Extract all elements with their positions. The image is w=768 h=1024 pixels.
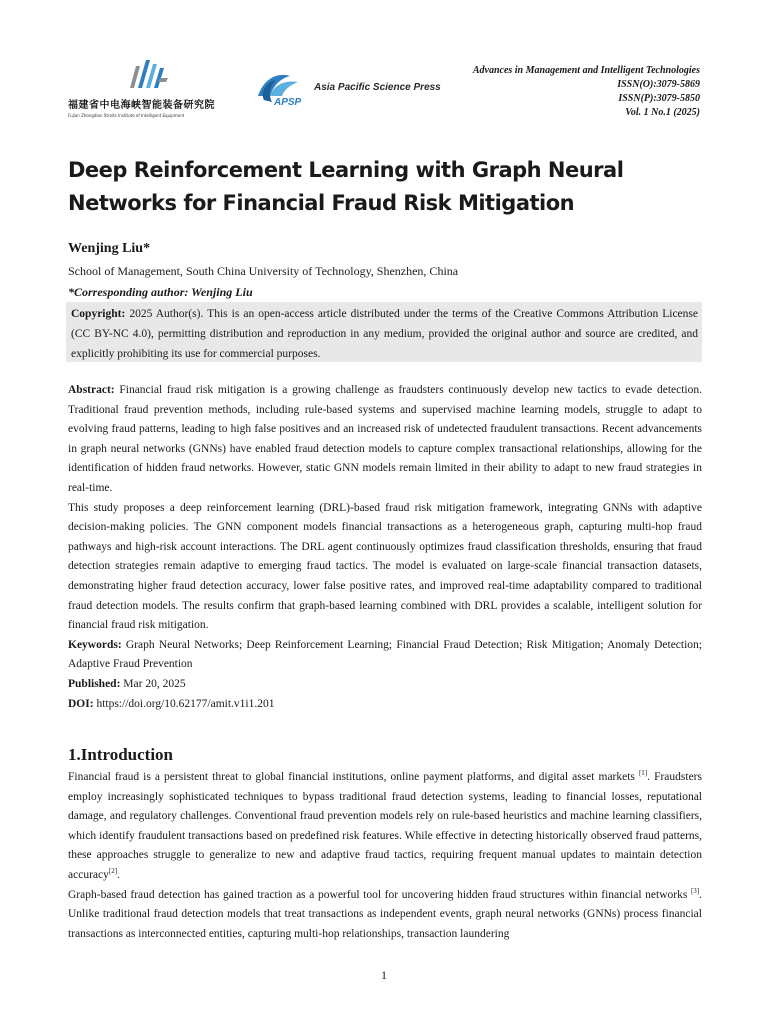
institute-emblem-icon xyxy=(126,58,170,92)
author-affiliation: School of Management, South China University of Technology, Shenzhen, China xyxy=(68,264,459,278)
citation-ref[interactable]: [1] xyxy=(638,769,648,777)
published-line xyxy=(68,675,702,695)
page-header xyxy=(0,0,768,135)
copyright-label: Copyright: xyxy=(71,308,126,320)
published-date: Mar 20, 2025 xyxy=(120,677,186,690)
abstract-section xyxy=(68,381,702,714)
svg-text:APSP: APSP xyxy=(274,97,302,108)
press-name: Asia Pacific Science Press xyxy=(314,82,441,93)
corresponding-author: *Corresponding author: Wenjing Liu xyxy=(68,285,253,299)
doi-link[interactable]: https://doi.org/10.62177/amit.v1i1.201 xyxy=(93,697,275,710)
copyright-text: 2025 Author(s). This is an open-access article distributed under the terms of the Creative Commons Attribution License (CC BY-NC 4.0), permitting distribution and reproduction in any medium, provided the original author and source are credited, and explicitly prohibiting its use for commercial purposes. xyxy=(71,308,698,360)
intro-paragraph xyxy=(68,886,702,945)
keywords-label: Keywords: xyxy=(68,638,122,651)
introduction-heading: 1.Introduction xyxy=(68,745,174,764)
abstract-paragraph: This study proposes a deep reinforcement learning (DRL)-based fraud risk mitigation framework, integrating GNNs with adaptive decision-making policies. The GNN component models financial transactions as a heterogeneous graph, capturing multi-hop fraud pathways and high-risk account interactions. The DRL agent continuously optimizes fraud classification thresholds, ensuring that fraud detection strategies remain adaptive to emerging fraud tactics. The model is evaluated on large-scale financial transaction datasets, demonstrating higher fraud detection accuracy, lower false positive rates, and improved real-time adaptability compared to traditional fraud detection models. The results confirm that graph-based learning combined with DRL provides a scalable, intelligent solution for financial fraud risk mitigation. xyxy=(68,501,702,632)
intro-text: . Fraudsters employ increasingly sophisticated techniques to bypass traditional fraud detection systems, leading to financial losses, reputational damage, and regulatory challenges. Conventional fraud prevention models rely on rule-based heuristics and machine learning classifiers, which identify fraudulent transactions based on predefined risk features. While effective in detecting historically observed fraud patterns, these approaches struggle to generalize to new and adaptive fraud tactics, requiring frequent manual updates to maintain detection accuracy xyxy=(68,771,702,881)
press-logo xyxy=(256,68,456,108)
journal-volume: Vol. 1 No.1 (2025) xyxy=(625,107,700,118)
published-label: Published: xyxy=(68,677,121,690)
keywords-text: Graph Neural Networks; Deep Reinforcement Learning; Financial Fraud Detection; Risk Mitigation; Anomaly Detection; Adaptive Fraud Prevention xyxy=(68,638,702,671)
issn-print: ISSN(P):3079-5850 xyxy=(618,93,700,104)
keywords-line xyxy=(68,636,702,675)
press-emblem-icon xyxy=(256,68,322,108)
intro-paragraph xyxy=(68,768,702,886)
abstract-paragraph xyxy=(68,381,702,499)
institute-name-en: Fujian Zhongdian Straits Institute of Intelligent Equipment xyxy=(68,113,185,118)
intro-text: Graph-based fraud detection has gained traction as a powerful tool for uncovering hidden fraud structures within financial networks xyxy=(68,888,691,901)
institute-logo xyxy=(68,58,228,118)
issn-online: ISSN(O):3079-5869 xyxy=(617,79,700,90)
introduction-section xyxy=(68,768,702,944)
page-number: 1 xyxy=(381,968,387,982)
journal-name: Advances in Management and Intelligent Technologies xyxy=(472,65,700,76)
citation-ref[interactable]: [2] xyxy=(108,866,118,875)
citation-ref[interactable]: [3] xyxy=(690,886,700,895)
copyright-notice xyxy=(66,302,702,362)
journal-info xyxy=(473,64,700,120)
abstract-text-1: Financial fraud risk mitigation is a growing challenge as fraudsters continuously develop new tactics to evade detection. Traditional fraud prevention methods, including rule-based systems and supervised machine learning models, struggle to adapt to evolving fraud patterns, leading to high false positives and an increased risk of undetected fraudulent transactions. Recent advancements in graph neural networks (GNNs) have enabled fraud detection models to capture complex transactional relationships, allowing for the identification of hidden fraud networks. However, static GNN models remain limited in their ability to adapt to new fraud strategies in real-time. xyxy=(68,384,702,494)
intro-text: . xyxy=(117,868,120,881)
article-title: Deep Reinforcement Learning with Graph Neural Networks for Financial Fraud Risk Mitigation xyxy=(68,158,624,215)
author-name: Wenjing Liu* xyxy=(68,241,151,256)
doi-label: DOI: xyxy=(68,697,94,710)
doi-line xyxy=(68,695,702,715)
abstract-label: Abstract: xyxy=(68,384,115,396)
institute-name-cn: 福建省中电海峡智能装备研究院 xyxy=(68,100,215,111)
intro-text: . Unlike traditional fraud detection models that treat transactions as independent events, graph neural networks (GNNs) process financial transactions as interconnected entities, capturing multi-hop relationships, transaction laundering xyxy=(68,888,702,940)
intro-text: Financial fraud is a persistent threat to global financial institutions, online payment platforms, and digital asset markets xyxy=(68,771,639,783)
